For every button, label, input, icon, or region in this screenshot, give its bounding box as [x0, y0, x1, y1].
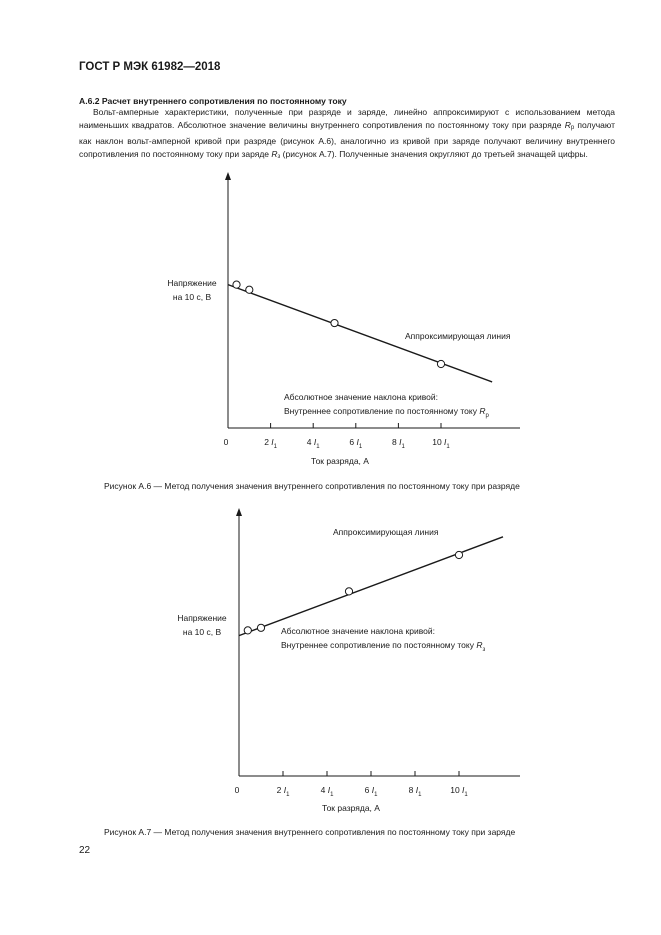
- data-point: [345, 588, 352, 595]
- x-tick-label: 6 $I_1$: [364, 785, 378, 798]
- paragraph-text-1: Вольт-амперные характеристики, полученные при разряде и заряде, линейно аппроксимируют с использованием метода наименьших квадратов. Абсолютное значение величины внутреннего сопротивления по постоянному току при разряде: [79, 107, 615, 130]
- figure-a7-caption: Рисунок А.7 — Метод получения значения внутреннего сопротивления по постоянному току при заряде: [104, 827, 516, 837]
- section-heading: А.6.2 Расчет внутреннего сопротивления по постоянному току: [79, 96, 347, 106]
- slope-note-line2: Внутреннее сопротивление по постоянному току $R_з$: [281, 640, 486, 653]
- x-axis-label: Ток разряда, А: [311, 456, 369, 466]
- fit-line: [239, 537, 503, 636]
- discharge-subscript: р: [570, 125, 575, 131]
- x-tick-label-zero: 0: [223, 437, 229, 447]
- slope-note-line1: Абсолютное значение наклона кривой:: [284, 392, 438, 402]
- charge-subscript: з: [277, 154, 281, 160]
- x-tick-label: 10 $I_1$: [450, 785, 468, 798]
- y-axis-label-line1: Напряжение: [177, 613, 227, 623]
- resistance-symbol: R: [564, 120, 571, 130]
- data-point: [455, 551, 462, 558]
- x-tick-label: 10 $I_1$: [432, 437, 450, 450]
- y-axis-arrow: [236, 508, 242, 516]
- x-tick-label: 8 $I_1$: [391, 437, 405, 450]
- page-number: 22: [79, 845, 91, 856]
- slope-note-line1: Абсолютное значение наклона кривой:: [281, 626, 435, 636]
- document-id: ГОСТ Р МЭК 61982—2018: [79, 61, 221, 73]
- y-axis-label-line2: на 10 с, В: [172, 292, 212, 302]
- x-tick-label: 2 $I_1$: [276, 785, 290, 798]
- figure-a6-caption: Рисунок А.6 — Метод получения значения внутреннего сопротивления по постоянному току при разряде: [104, 481, 520, 491]
- data-point: [244, 627, 251, 634]
- x-tick-label: 4 $I_1$: [306, 437, 320, 450]
- fit-line-annotation: Аппроксимирующая линия: [405, 331, 511, 341]
- x-tick-label: 6 $I_1$: [349, 437, 363, 450]
- x-tick-label: 4 $I_1$: [320, 785, 334, 798]
- x-tick-label-zero: 0: [234, 785, 240, 795]
- x-axis-label: Ток разряда, А: [322, 803, 380, 813]
- x-tick-label: 8 $I_1$: [408, 785, 422, 798]
- slope-note-line2: Внутреннее сопротивление по постоянному току $R_р$: [284, 406, 489, 419]
- data-point: [257, 624, 264, 631]
- fit-line-annotation: Аппроксимирующая линия: [333, 527, 439, 537]
- y-axis-label-line2: на 10 с, В: [182, 627, 222, 637]
- paragraph-text-3: (рисунок А.7). Полученные значения округляют до третьей значащей цифры.: [280, 149, 588, 159]
- resistance-symbol-2: R: [271, 149, 278, 159]
- x-tick-label: 2 $I_1$: [264, 437, 278, 450]
- paragraph-text-2: получают как наклон вольт-амперной кривой при разряде (рисунок А.6), аналогично из кривой при заряде получают величину внутреннего сопротивления по постоянному току при заряде: [79, 120, 615, 159]
- y-axis-label-line1: Напряжение: [167, 278, 217, 288]
